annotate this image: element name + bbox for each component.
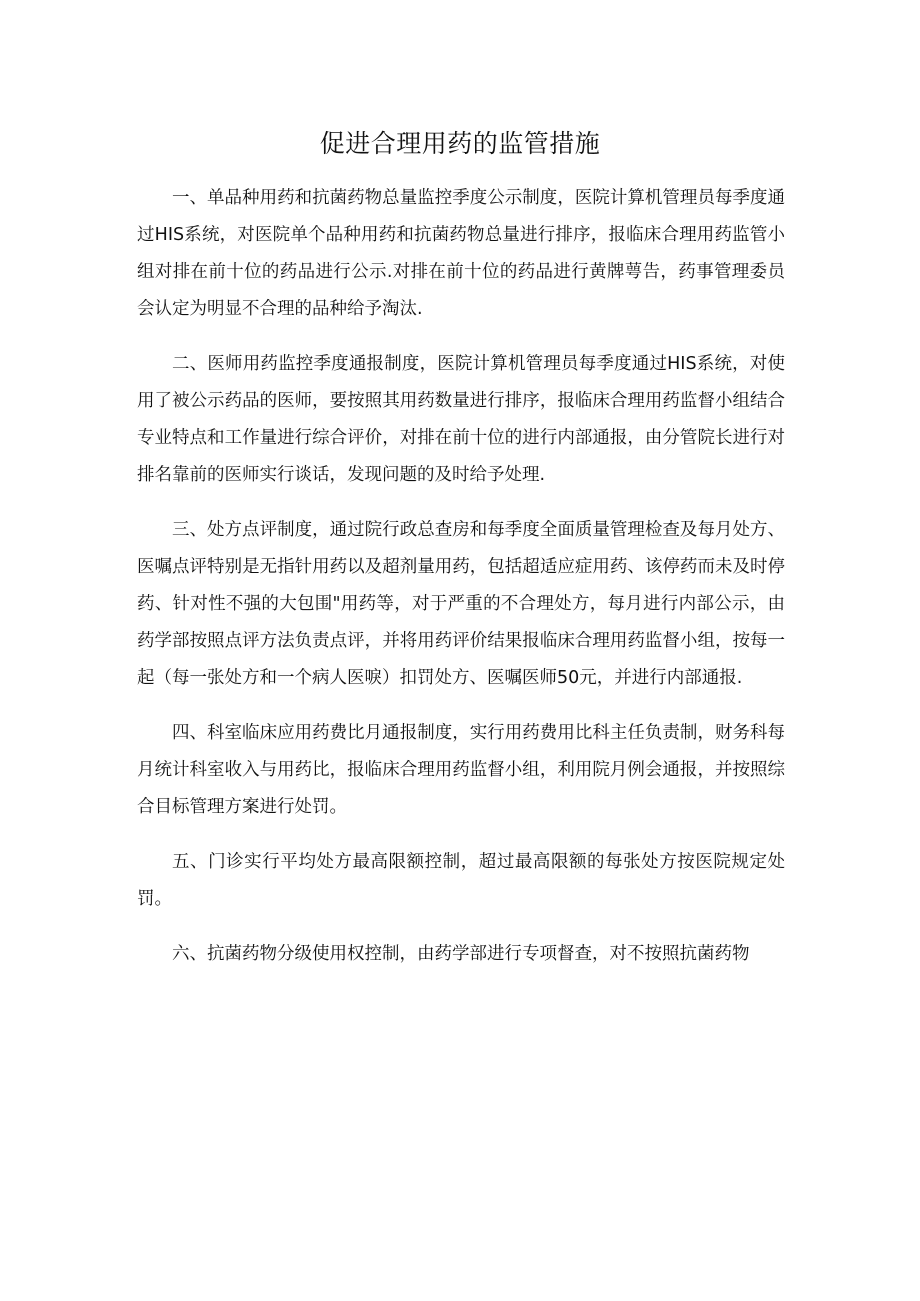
paragraph-2: 二、医师用药监控季度通报制度，医院计算机管理员每季度通过HIS系统，对使用了被公示药品的医师，要按照其用药数量进行排序，报临床合理用药监督小组结合专业特点和工作量进行综合评价，对排在前十位的进行内部通报，由分管院长进行对排名靠前的医师实行谈话，发现问题的及时给予处理. xyxy=(137,354,785,485)
document-body xyxy=(137,180,785,991)
paragraph-1: 一、单品种用药和抗菌药物总量监控季度公示制度，医院计算机管理员每季度通过HIS系统，对医院单个品种用药和抗菌药物总量进行排序，报临床合理用药监管小组对排在前十位的药品进行公示.对排在前十位的药品进行黄牌萼告，药事管理委员会认定为明显不合理的品种给予淘汰. xyxy=(137,188,785,319)
paragraph-5: 五、门诊实行平均处方最高限额控制，超过最高限额的每张处方按医院规定处罚。 xyxy=(137,852,785,909)
paragraph-6: 六、抗菌药物分级使用权控制，由药学部进行专项督查，对不按照抗菌药物 xyxy=(172,944,750,964)
paragraph-4: 四、科室临床应用药费比月通报制度，实行用药费用比科主任负责制，财务科每月统计科室收入与用药比，报临床合理用药监督小组，利用院月例会通报，并按照综合目标管理方案进行处罚。 xyxy=(137,723,785,817)
document-title: 促进合理用药的监管措施 xyxy=(319,129,601,158)
paragraph-3: 三、处方点评制度，通过院行政总查房和每季度全面质量管理检查及每月处方、医嘱点评特别是无指针用药以及超剂量用药，包括超适应症用药、该停药而未及时停药、针对性不强的大包围"用药等，对于严重的不合理处方，每月进行内部公示，由药学部按照点评方法负责点评，并将用药评价结果报临床合理用药监督小组，按每一起（每一张处方和一个病人医唳）扣罚处方、医嘱医师50元，并进行内部通报. xyxy=(137,520,785,688)
